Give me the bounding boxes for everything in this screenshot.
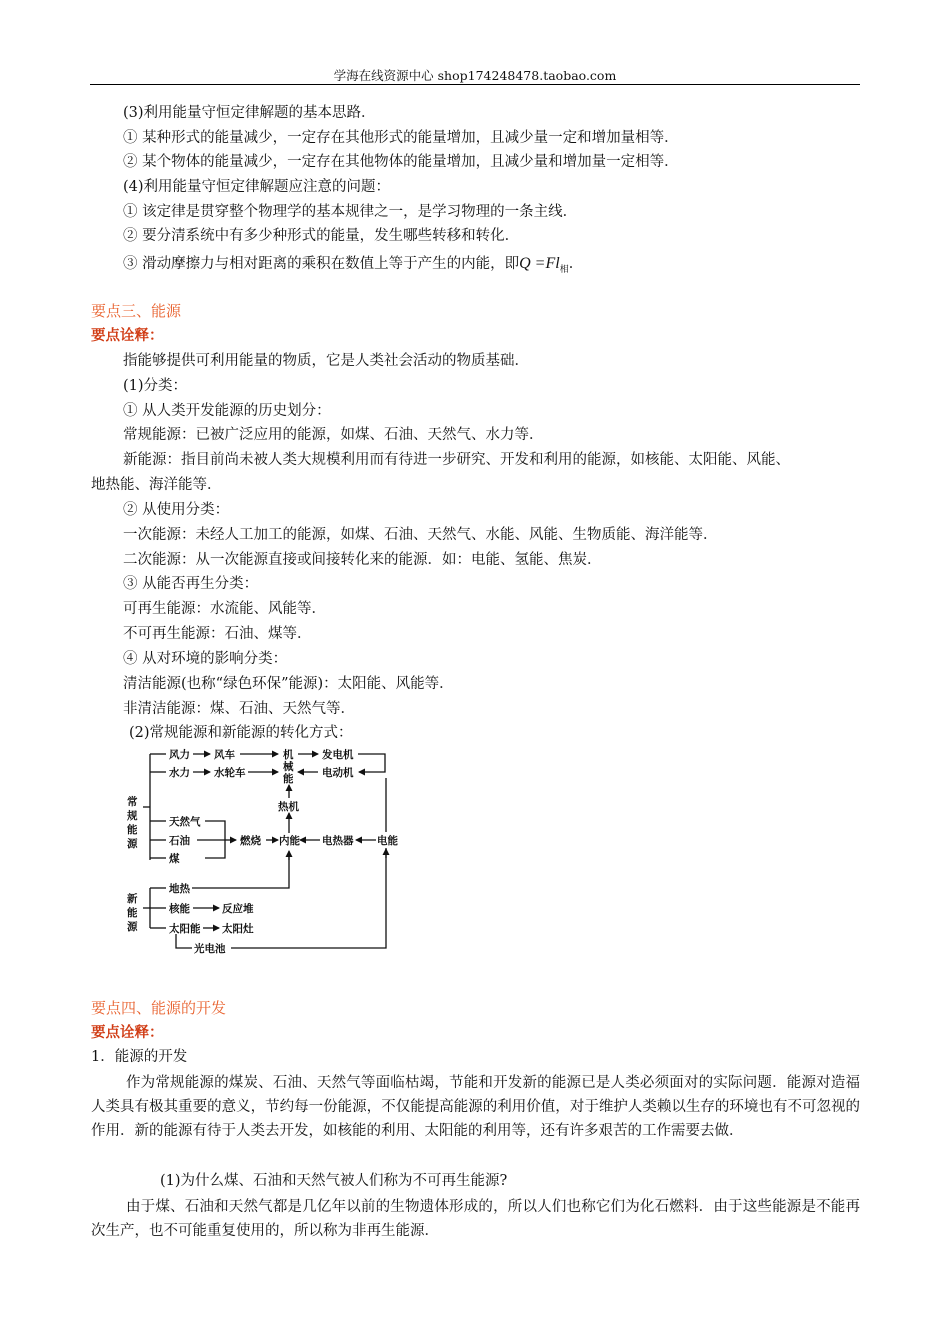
node-photocell: 光电池 <box>194 943 226 955</box>
node-burn: 燃烧 <box>240 835 261 847</box>
diagram-label-conventional: 能 <box>127 824 138 836</box>
node-electric-heater: 电热器 <box>322 835 354 847</box>
text-line: ③ 从能否再生分类： <box>123 576 259 592</box>
node-mechanical: 能 <box>283 773 294 785</box>
text-line: 不可再生能源：石油、煤等． <box>123 626 312 642</box>
text-line: ① 从人类开发能源的历史划分： <box>123 403 331 419</box>
diagram-label-new: 新 <box>127 893 138 905</box>
node-mechanical: 械 <box>283 761 294 773</box>
diagram-label-conventional: 常 <box>127 796 138 808</box>
paragraph: 由于煤、石油和天然气都是几亿年以前的生物遗体形成的，所以人们也称它们为化石燃料．由于这些能源是不能再次生产，也不可能重复使用的，所以称为非再生能源． <box>91 1199 860 1239</box>
node-coal: 煤 <box>169 853 180 865</box>
text-line: 常规能源：已被广泛应用的能源，如煤、石油、天然气、水力等． <box>123 427 544 443</box>
formula: $Q =Fl_相$ <box>519 255 569 275</box>
node-reactor: 反应堆 <box>222 903 254 915</box>
text-line: (2)常规能源和新能源的转化方式： <box>129 725 353 741</box>
formula-line: ③ 滑动摩擦力与相对距离的乘积在数值上等于产生的内能，即$Q =Fl_相$． <box>123 255 584 275</box>
page-header: 学海在线资源中心 shop174248478.taobao.com <box>333 68 617 83</box>
node-heat-engine: 热机 <box>278 801 299 813</box>
text-line: 可再生能源：水流能、风能等． <box>123 601 326 617</box>
text-line: (3)利用能量守恒定律解题的基本思路． <box>123 105 376 121</box>
diagram-label-new: 源 <box>127 921 138 933</box>
text-line: ① 某种形式的能量减少，一定存在其他形式的能量增加，且减少量一定和增加量相等． <box>123 130 679 146</box>
node-motor: 电动机 <box>322 767 354 779</box>
paragraph: 作为常规能源的煤炭、石油、天然气等面临枯竭，节能和开发新的能源已是人类必须面对的实际问题．能源对造福人类具有极其重要的意义，节约每一份能源，不仅能提高能源的利用价值，对于维护人类赖以生存的环境也有不可忽视的作用．新的能源有待于人类去开发，如核能的利用、太阳能的利用等，还有许多艰苦的工作需要去做． <box>91 1075 860 1139</box>
diagram-label-new: 能 <box>127 907 138 919</box>
diagram-label-conventional: 规 <box>127 810 138 822</box>
node-waterwheel: 水轮车 <box>214 767 246 779</box>
node-geothermal: 地热 <box>169 883 190 895</box>
section-heading: 要点三、能源 <box>91 302 182 320</box>
node-windmill: 风车 <box>214 749 235 761</box>
diagram-label-conventional: 源 <box>127 838 138 850</box>
text-line: ① 该定律是贯穿整个物理学的基本规律之一，是学习物理的一条主线． <box>123 204 578 220</box>
node-solar-stove: 太阳灶 <box>222 923 254 935</box>
section-subheading: 要点诠释： <box>91 1024 164 1041</box>
node-solar: 太阳能 <box>169 923 201 935</box>
text-line: 二次能源：从一次能源直接或间接转化来的能源．如：电能、氢能、焦炭． <box>123 552 602 568</box>
section-heading: 要点四、能源的开发 <box>91 999 227 1017</box>
text-line: 新能源：指目前尚未被人类大规模利用而有待进一步研究、开发和利用的能源，如核能、太阳能、风能、 <box>123 452 790 468</box>
node-generator: 发电机 <box>322 749 354 761</box>
text-line: ② 从使用分类： <box>123 502 230 518</box>
text-line: (4)利用能量守恒定律解题应注意的问题： <box>123 179 391 195</box>
text-line: ② 要分清系统中有多少种形式的能量，发生哪些转移和转化． <box>123 228 520 244</box>
node-oil: 石油 <box>169 835 190 847</box>
section-subheading: 要点诠释： <box>91 327 164 344</box>
node-internal-energy: 内能 <box>279 835 300 847</box>
text-line: 地热能、海洋能等． <box>91 477 222 493</box>
text-line: 1．能源的开发 <box>91 1049 188 1065</box>
node-nuclear: 核能 <box>169 903 190 915</box>
text-line: 非清洁能源：煤、石油、天然气等． <box>123 701 355 717</box>
text-line: 一次能源：未经人工加工的能源，如煤、石油、天然气、水能、风能、生物质能、海洋能等． <box>123 527 718 543</box>
text-line: 指能够提供可利用能量的物质，它是人类社会活动的物质基础． <box>123 353 529 369</box>
question: (1)为什么煤、石油和天然气被人们称为不可再生能源? <box>160 1173 508 1189</box>
node-electric-energy: 电能 <box>377 835 398 847</box>
node-water: 水力 <box>169 767 190 779</box>
node-wind: 风力 <box>169 749 190 761</box>
text-line: ② 某个物体的能量减少，一定存在其他物体的能量增加，且减少量和增加量一定相等． <box>123 154 679 170</box>
text-line: ④ 从对环境的影响分类： <box>123 651 288 667</box>
node-mechanical: 机 <box>283 749 294 761</box>
node-natural-gas: 天然气 <box>169 816 201 828</box>
formula-line-text: ③ 滑动摩擦力与相对距离的乘积在数值上等于产生的内能，即 <box>123 256 520 272</box>
text-line: 清洁能源(也称“绿色环保”能源)：太阳能、风能等． <box>123 676 454 692</box>
text-line: (1)分类： <box>123 378 188 394</box>
